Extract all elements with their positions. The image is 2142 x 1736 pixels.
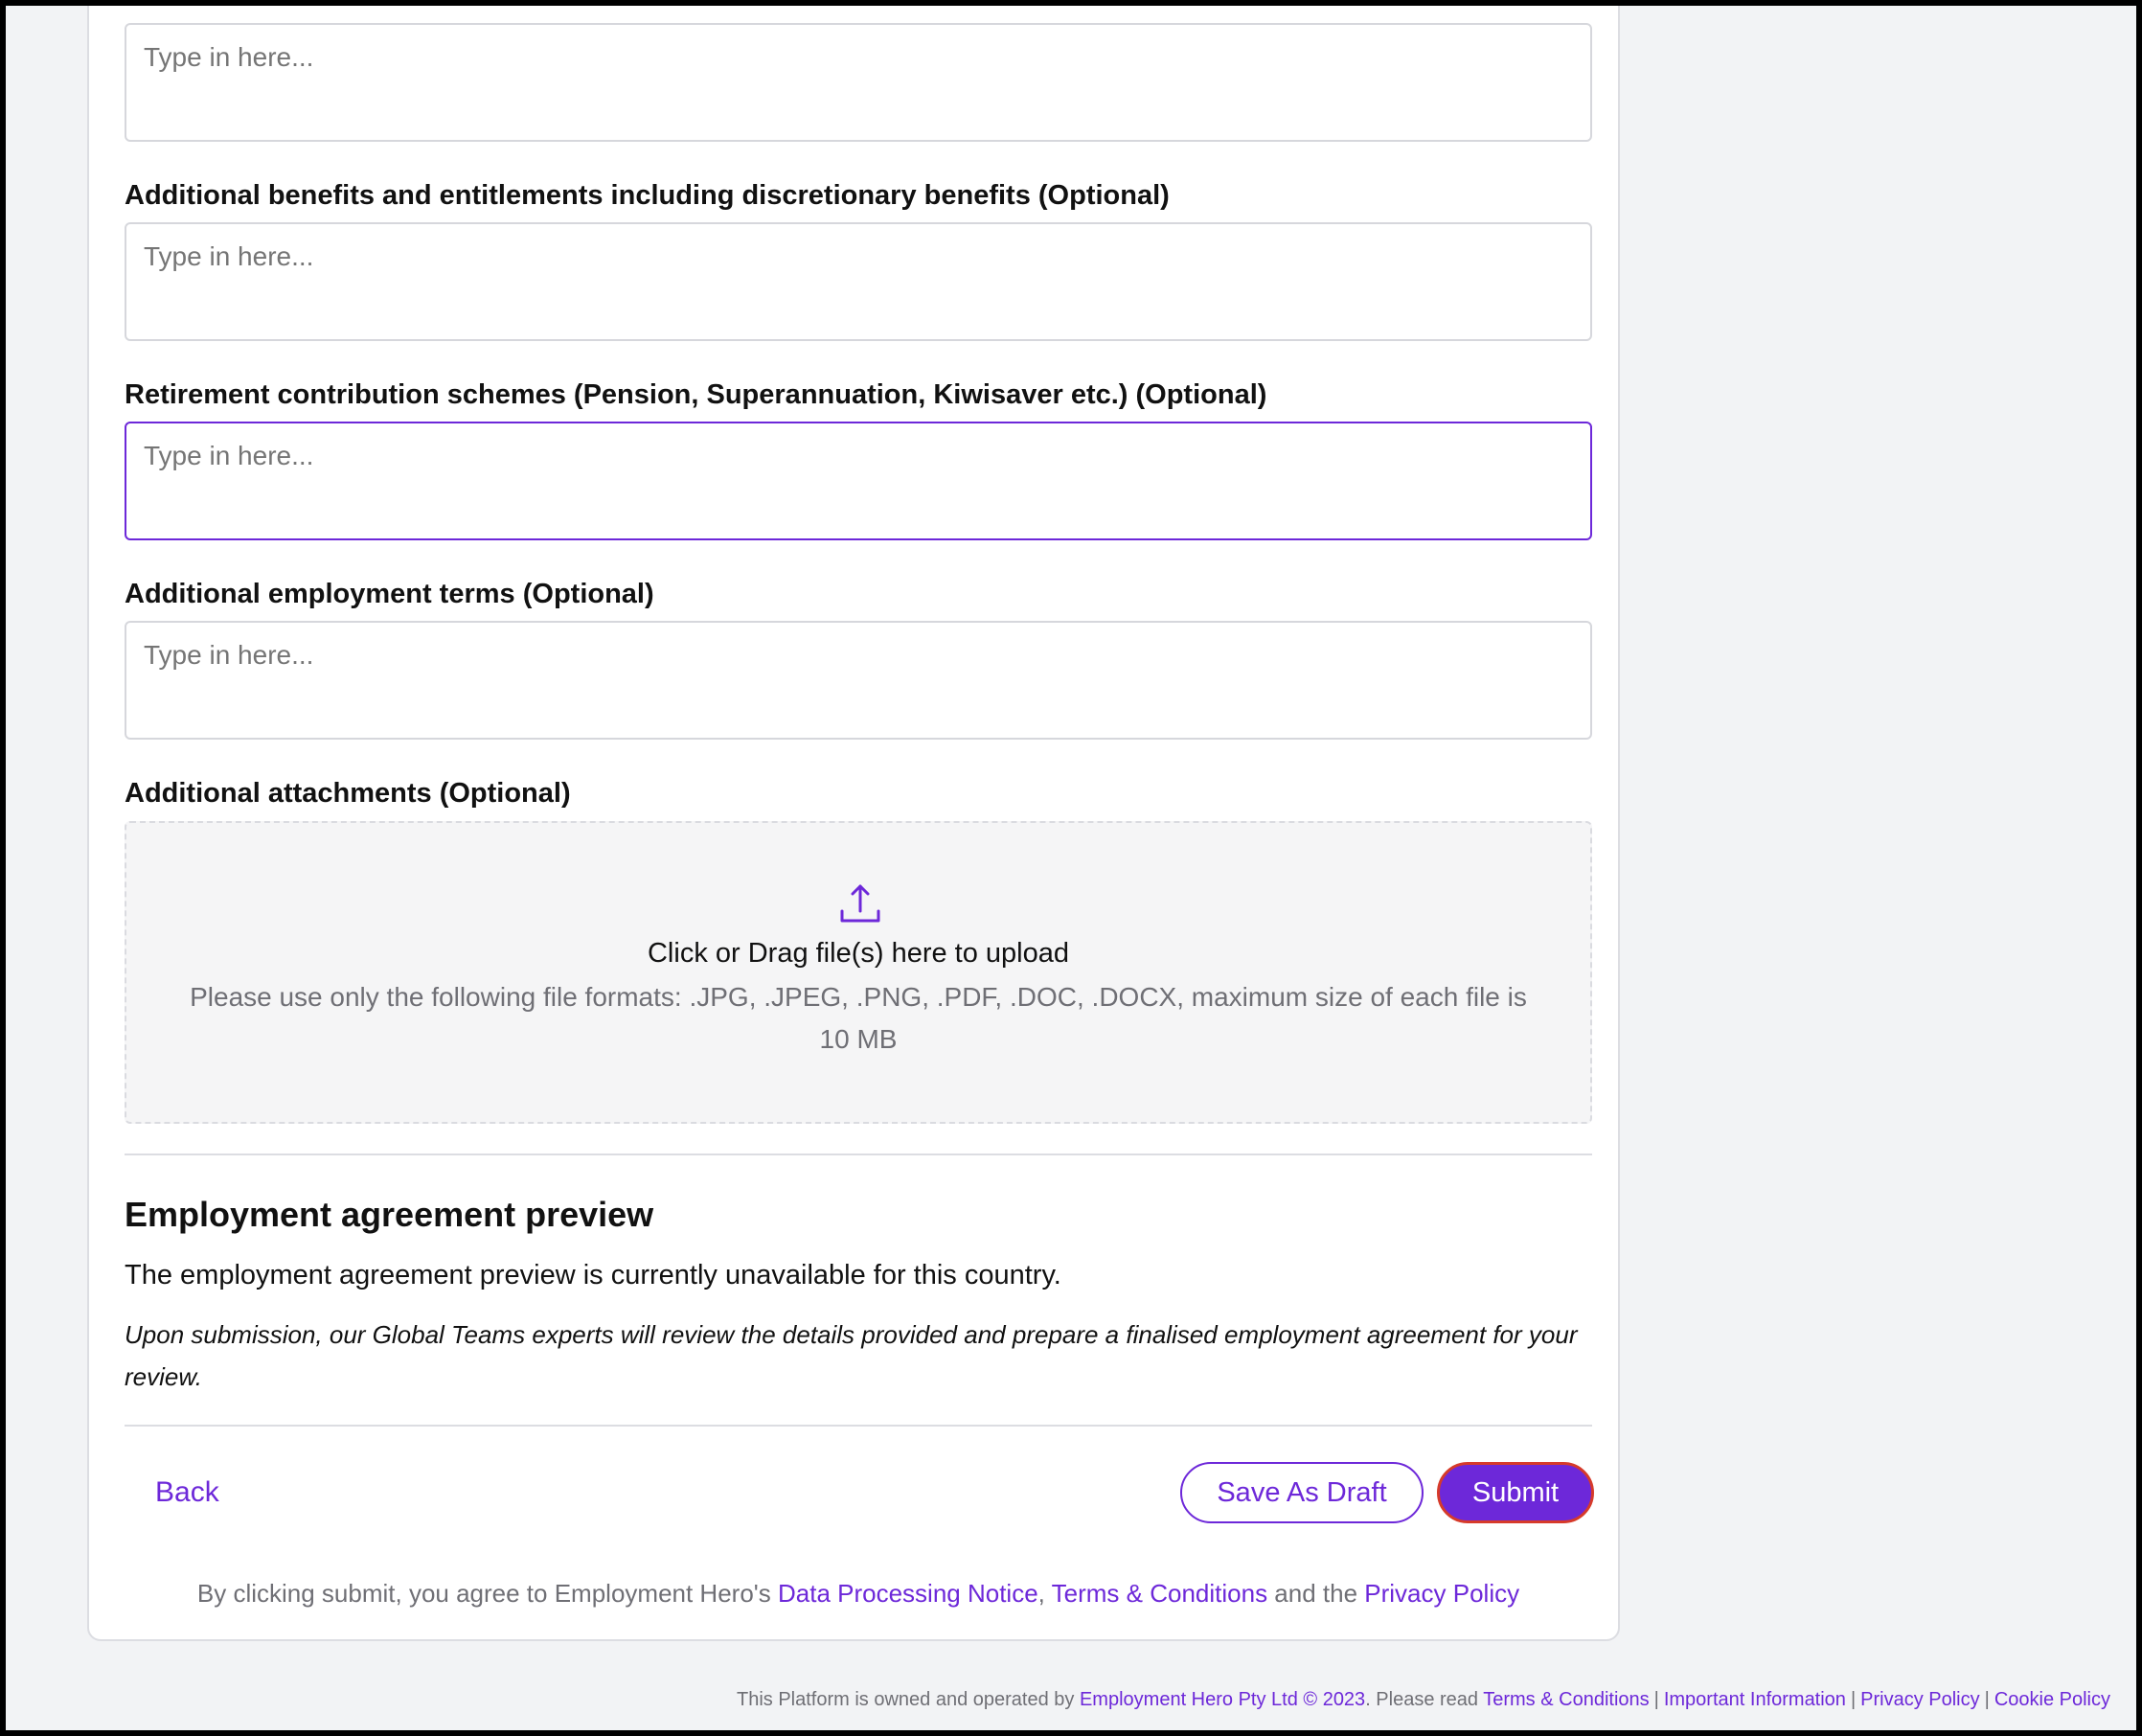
agreement-text bbox=[125, 1577, 1592, 1610]
agreement-mid: and the bbox=[1267, 1579, 1365, 1608]
additional-benefits-input[interactable] bbox=[125, 222, 1592, 341]
additional-terms-input[interactable] bbox=[125, 621, 1592, 740]
terms-conditions-link[interactable]: Terms & Conditions bbox=[1051, 1579, 1268, 1608]
footer-cookie-link[interactable]: Cookie Policy bbox=[1994, 1689, 2110, 1710]
submit-button[interactable]: Submit bbox=[1437, 1462, 1594, 1523]
agreement-separator: , bbox=[1037, 1579, 1052, 1608]
preview-unavailable-text: The employment agreement preview is currently unavailable for this country. bbox=[125, 1260, 1061, 1291]
data-processing-notice-link[interactable]: Data Processing Notice bbox=[777, 1579, 1038, 1608]
actions-divider bbox=[125, 1425, 1592, 1427]
dropzone-help-text: Please use only the following file formats: .JPG, .JPEG, .PNG, .PDF, .DOC, .DOCX, maximum size of each file is 10 MB bbox=[190, 982, 1527, 1054]
retirement-schemes-label: Retirement contribution schemes (Pension, Superannuation, Kiwisaver etc.) (Optional) bbox=[125, 379, 1267, 410]
upload-icon bbox=[839, 882, 881, 925]
footer-separator: | bbox=[1850, 1689, 1857, 1710]
page-footer bbox=[737, 1687, 2110, 1712]
footer-terms-link[interactable]: Terms & Conditions bbox=[1483, 1689, 1650, 1710]
footer-mid: . Please read bbox=[1365, 1689, 1484, 1710]
back-button[interactable]: Back bbox=[155, 1476, 219, 1508]
footer-prefix: This Platform is owned and operated by bbox=[737, 1689, 1080, 1710]
footer-company-link[interactable]: Employment Hero Pty Ltd © 2023 bbox=[1079, 1689, 1366, 1710]
preview-title: Employment agreement preview bbox=[125, 1195, 654, 1234]
privacy-policy-link[interactable]: Privacy Policy bbox=[1364, 1579, 1520, 1608]
agreement-prefix: By clicking submit, you agree to Employment Hero's bbox=[196, 1579, 778, 1608]
previous-field-input[interactable] bbox=[125, 23, 1592, 142]
dropzone-title: Click or Drag file(s) here to upload bbox=[647, 938, 1069, 969]
section-divider bbox=[125, 1154, 1592, 1155]
additional-benefits-label: Additional benefits and entitlements including discretionary benefits (Optional) bbox=[125, 180, 1170, 211]
retirement-schemes-input[interactable] bbox=[125, 422, 1592, 540]
page-viewport bbox=[6, 6, 2136, 1730]
footer-privacy-link[interactable]: Privacy Policy bbox=[1860, 1689, 1980, 1710]
preview-note: Upon submission, our Global Teams experts will review the details provided and prepare a finalised employment agreement for your review. bbox=[125, 1320, 1578, 1391]
save-as-draft-button[interactable]: Save As Draft bbox=[1180, 1462, 1424, 1523]
footer-separator: | bbox=[1653, 1689, 1659, 1710]
file-dropzone[interactable] bbox=[125, 821, 1592, 1124]
footer-separator: | bbox=[1984, 1689, 1990, 1710]
footer-important-info-link[interactable]: Important Information bbox=[1663, 1689, 1846, 1710]
additional-terms-label: Additional employment terms (Optional) bbox=[125, 579, 654, 609]
attachments-label: Additional attachments (Optional) bbox=[125, 778, 571, 809]
